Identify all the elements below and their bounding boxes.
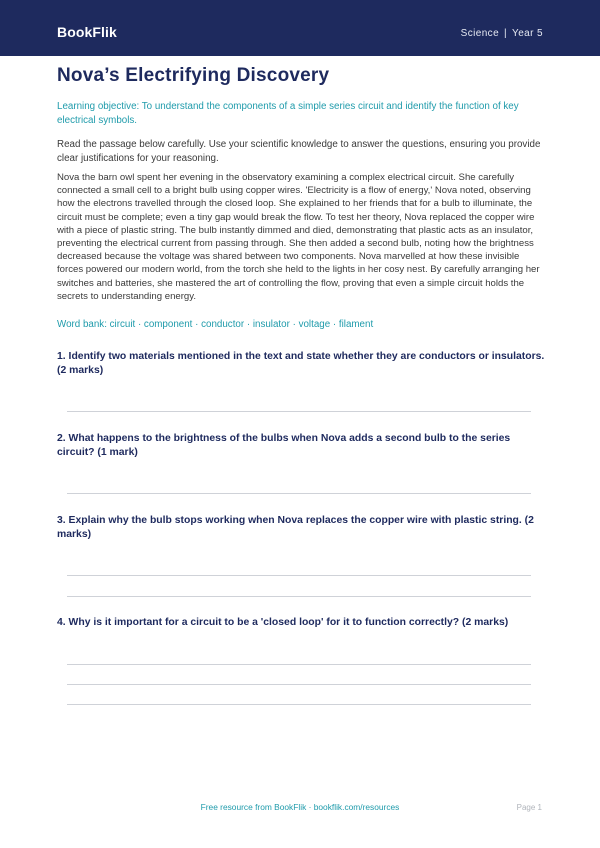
page-number: Page 1 — [516, 803, 542, 812]
question-1: 1. Identify two materials mentioned in the text and state whether they are conductors or insulators. (2 marks) — [57, 351, 545, 376]
answer-line[interactable] — [67, 411, 531, 412]
answer-line[interactable] — [67, 684, 531, 685]
learning-objective: Learning objective: To understand the components of a simple series circuit and identify the function of key electrical symbols. — [57, 101, 519, 126]
answer-line[interactable] — [67, 575, 531, 576]
worksheet-title: Nova’s Electrifying Discovery — [57, 65, 330, 86]
meta-separator: | — [504, 28, 508, 39]
footer-credit[interactable]: Free resource from BookFlik · bookflik.com/resources — [200, 802, 400, 812]
subject-year-label — [461, 28, 543, 39]
reading-passage: Nova the barn owl spent her evening in the observatory examining a complex electrical circuit. She carefully connected a small cell to a bright bulb using copper wires. 'Electricity is a flow of energy,' Nova noted, observing how the electrons travelled through the closed loop. She explained to her friends that for a bulb to illuminate, the circuit must be complete; even a tiny gap would break the flow. To test her theory, Nova replaced the copper wire with a piece of plastic string. The bulb instantly dimmed and died, demonstrating that plastic acts as an insulator, preventing the electrical current from passing through. She then added a second bulb, noting how the brightness decreased because the voltage was shared between two components. Nova marvelled at how these invisible forces powered our modern world, from the torch she held to the lights in her cosy nest. By carefully arranging her switches and batteries, she mastered the art of controlling the flow, proving that even a simple circuit holds the secrets to understanding energy. — [57, 172, 540, 302]
instructions-text: Read the passage below carefully. Use your scientific knowledge to answer the questions, ensuring you provide clear justifications for your reasoning. — [57, 139, 541, 164]
subject-label: Science — [460, 28, 500, 39]
question-3: 3. Explain why the bulb stops working when Nova replaces the copper wire with plastic string. (2 marks) — [57, 515, 534, 540]
answer-line[interactable] — [67, 704, 531, 705]
answer-line[interactable] — [67, 596, 531, 597]
word-bank: Word bank: circuit · component · conductor · insulator · voltage · filament — [57, 319, 374, 330]
answer-line[interactable] — [67, 664, 531, 665]
answer-line[interactable] — [67, 493, 531, 494]
header-bar — [0, 0, 600, 56]
question-2: 2. What happens to the brightness of the bulbs when Nova adds a second bulb to the series circuit? (1 mark) — [57, 433, 511, 458]
question-4: 4. Why is it important for a circuit to be a 'closed loop' for it to function correctly? (2 marks) — [57, 617, 509, 628]
year-label: Year 5 — [512, 28, 543, 39]
brand-logo: BookFlik — [57, 24, 117, 40]
